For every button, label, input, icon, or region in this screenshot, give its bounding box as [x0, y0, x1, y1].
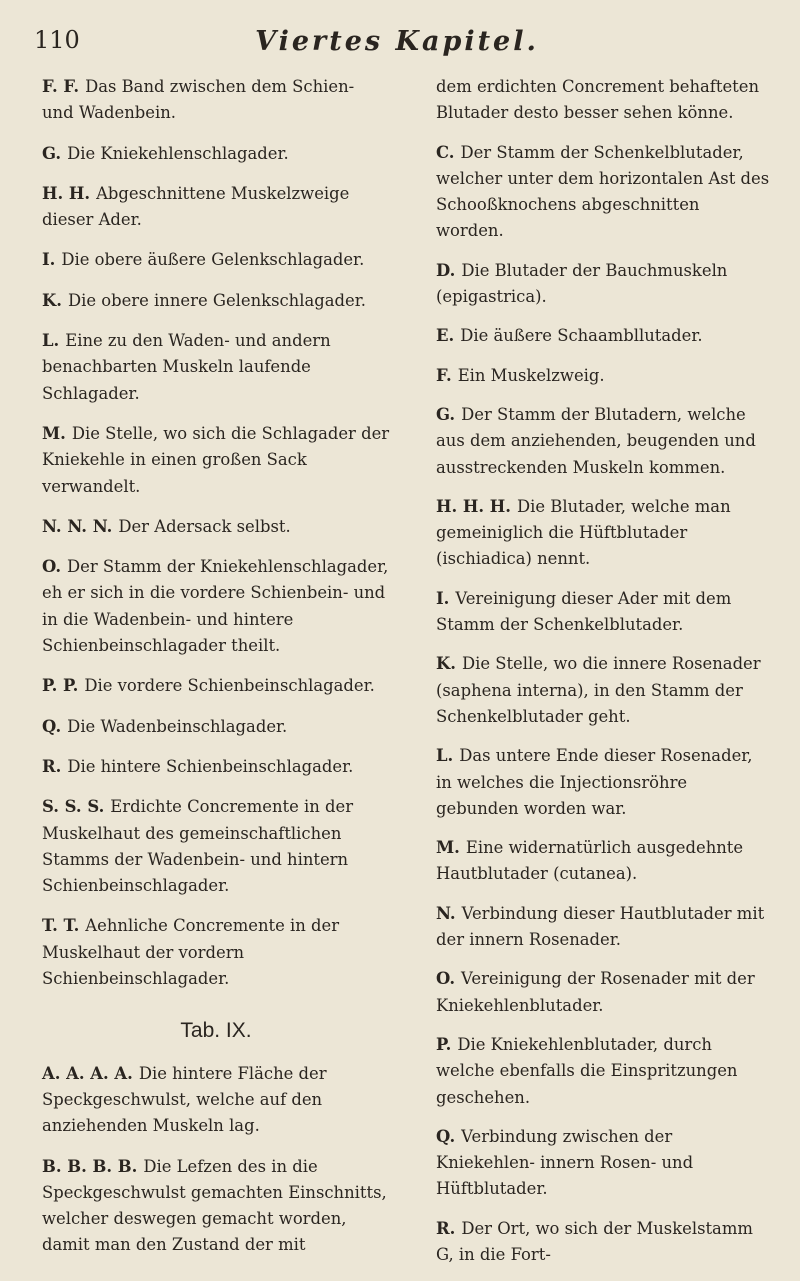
left-column: [42, 74, 390, 1273]
entry-label: K.: [42, 290, 62, 310]
entry-label: G.: [42, 143, 62, 163]
entry-label: A. A. A. A.: [42, 1063, 133, 1083]
legend-entry: [42, 421, 390, 500]
left-entries-after: [42, 1061, 390, 1259]
legend-entry: [436, 140, 772, 245]
entry-text: Eine widernatürlich ausgedehnte Hautblutader (cutanea).: [436, 838, 744, 884]
entry-text: Verbindung zwischen der Kniekehlen- innern Rosen- und Hüftblutader.: [436, 1126, 694, 1199]
entry-text: Die Kniekehlenschlagader.: [67, 143, 289, 163]
legend-entry: [436, 363, 772, 389]
legend-entry: [42, 288, 390, 314]
entry-label: P. P.: [42, 676, 79, 696]
entry-text: Das Band zwischen dem Schien- und Wadenbein.: [42, 77, 355, 123]
entry-text: Eine zu den Waden- und andern benachbarten Muskeln laufende Schlagader.: [42, 331, 331, 403]
legend-entry: [436, 1124, 772, 1203]
entry-label: N.: [436, 903, 456, 923]
legend-entry: [42, 74, 390, 127]
entry-label: H. H. H.: [436, 496, 511, 516]
entry-label: I.: [42, 250, 56, 270]
entry-label: O.: [436, 969, 456, 989]
entry-text: Die Kniekehlenblutader, durch welche ebenfalls die Einspritzungen geschehen.: [436, 1034, 738, 1107]
legend-entry: [42, 1154, 390, 1259]
legend-entry: [42, 328, 390, 407]
legend-entry: [42, 714, 390, 740]
section-title: Tab. IX.: [180, 1019, 252, 1043]
legend-entry: [436, 402, 772, 481]
entry-text: Ein Muskelzweig.: [457, 365, 605, 385]
legend-entry: [42, 1061, 390, 1140]
entry-text: Aehnliche Concremente in der Muskelhaut der vordern Schienbeinschlagader.: [42, 916, 340, 989]
entry-label: M.: [436, 838, 460, 858]
legend-entry: [436, 258, 772, 311]
entry-text: Erdichte Concremente in der Muskelhaut des gemeinschaftlichen Stamms der Wadenbein- und hintern Schienbeinschlagader.: [42, 797, 354, 896]
legend-entry: [42, 794, 390, 899]
legend-entry: [436, 494, 772, 573]
entry-label: O.: [42, 557, 62, 577]
entry-label: R.: [436, 1218, 456, 1238]
right-column: [436, 74, 772, 1281]
entry-label: L.: [436, 746, 454, 766]
entry-label: Q.: [42, 716, 62, 736]
entry-label: M.: [42, 423, 66, 443]
entry-text: Verbindung dieser Hautblutader mit der innern Rosenader.: [436, 903, 765, 950]
entry-label: P.: [436, 1034, 452, 1054]
legend-entry: [42, 247, 390, 273]
entry-text: Die vordere Schienbeinschlagader.: [84, 676, 375, 696]
entry-text: Der Adersack selbst.: [118, 516, 291, 536]
legend-entry: [42, 913, 390, 992]
entry-text: Die Lefzen des in die Speckgeschwulst gemachten Einschnitts, welcher deswegen gemacht worden, damit man den Zustand der mit: [42, 1156, 387, 1255]
right-entries: [436, 140, 772, 1269]
legend-entry: [42, 181, 390, 234]
entry-text: Die Blutader der Bauchmuskeln (epigastrica).: [436, 260, 728, 307]
entry-text: Die hintere Fläche der Speckgeschwulst, welche auf den anziehenden Muskeln lag.: [42, 1063, 327, 1136]
legend-entry: [42, 554, 390, 659]
legend-entry: [436, 743, 772, 822]
page-header: [34, 26, 760, 70]
legend-entry: [42, 141, 390, 167]
entry-text: Die Stelle, wo die innere Rosenader (saphena interna), in den Stamm der Schenkelblutader geht.: [436, 654, 761, 726]
entry-text: Die obere innere Gelenkschlagader.: [67, 290, 366, 310]
entry-label: F.: [436, 365, 452, 385]
legend-entry: [436, 323, 772, 349]
entry-text: Die obere äußere Gelenkschlagader.: [61, 250, 365, 270]
entry-text: Der Stamm der Schenkelblutader, welcher unter dem horizontalen Ast des Schooßknochens abgeschnitten worden.: [436, 142, 770, 241]
entry-text: Vereinigung dieser Ader mit dem Stamm der Schenkelblutader.: [436, 588, 732, 635]
legend-entry: [436, 835, 772, 888]
legend-entry: [42, 514, 390, 540]
legend-entry: [436, 966, 772, 1019]
legend-entry: [436, 1032, 772, 1111]
entry-text: Die Wadenbeinschlagader.: [67, 716, 288, 736]
legend-entry: [42, 754, 390, 780]
entry-label: D.: [436, 260, 456, 280]
entry-label: R.: [42, 756, 62, 776]
continuation-text: dem erdichten Concrement behafteten Blutader desto besser sehen könne.: [436, 77, 759, 123]
entry-text: Vereinigung der Rosenader mit der Kniekehlenblutader.: [436, 969, 755, 1015]
entry-label: K.: [436, 654, 456, 674]
entry-text: Die hintere Schienbeinschlagader.: [67, 756, 354, 776]
entry-text: Abgeschnittene Muskelzweige dieser Ader.: [42, 183, 350, 230]
left-entries-before: [42, 74, 390, 992]
entry-label: N. N. N.: [42, 516, 113, 536]
entry-text: Die Blutader, welche man gemeiniglich die Hüftblutader (ischiadica) nennt.: [436, 496, 731, 569]
entry-text: Das untere Ende dieser Rosenader, in welches die Injectionsröhre gebunden worden war.: [436, 746, 753, 818]
entry-label: G.: [436, 404, 456, 424]
running-title: Viertes Kapitel.: [255, 26, 539, 57]
entry-text: Die äußere Schaambllutader.: [460, 326, 703, 346]
entry-label: C.: [436, 142, 455, 162]
entry-label: Q.: [436, 1126, 456, 1146]
entry-label: H. H.: [42, 183, 91, 203]
entry-text: Der Ort, wo sich der Muskelstamm G, in die Fort-: [436, 1218, 753, 1264]
entry-text: Der Stamm der Blutadern, welche aus dem anziehenden, beugenden und ausstreckenden Muskeln kommen.: [436, 404, 756, 477]
page-number: 110: [34, 26, 80, 54]
entry-label: F. F.: [42, 77, 80, 96]
entry-label: S. S. S.: [42, 797, 105, 817]
legend-entry: [436, 1216, 772, 1269]
legend-entry: [436, 901, 772, 954]
entry-text: Der Stamm der Kniekehlenschlagader, eh er sich in die vordere Schienbein- und in die Wadenbein- und hintere Schienbeinschlagader theilt.: [42, 557, 389, 656]
entry-label: E.: [436, 326, 455, 346]
legend-entry: [436, 651, 772, 730]
entry-label: L.: [42, 331, 60, 351]
legend-entry: [436, 586, 772, 639]
entry-text: Die Stelle, wo sich die Schlagader der Kniekehle in einen großen Sack verwandelt.: [42, 423, 390, 496]
legend-entry: [42, 673, 390, 699]
entry-label: T. T.: [42, 916, 80, 936]
entry-label: B. B. B. B.: [42, 1156, 138, 1176]
entry-label: I.: [436, 588, 450, 608]
